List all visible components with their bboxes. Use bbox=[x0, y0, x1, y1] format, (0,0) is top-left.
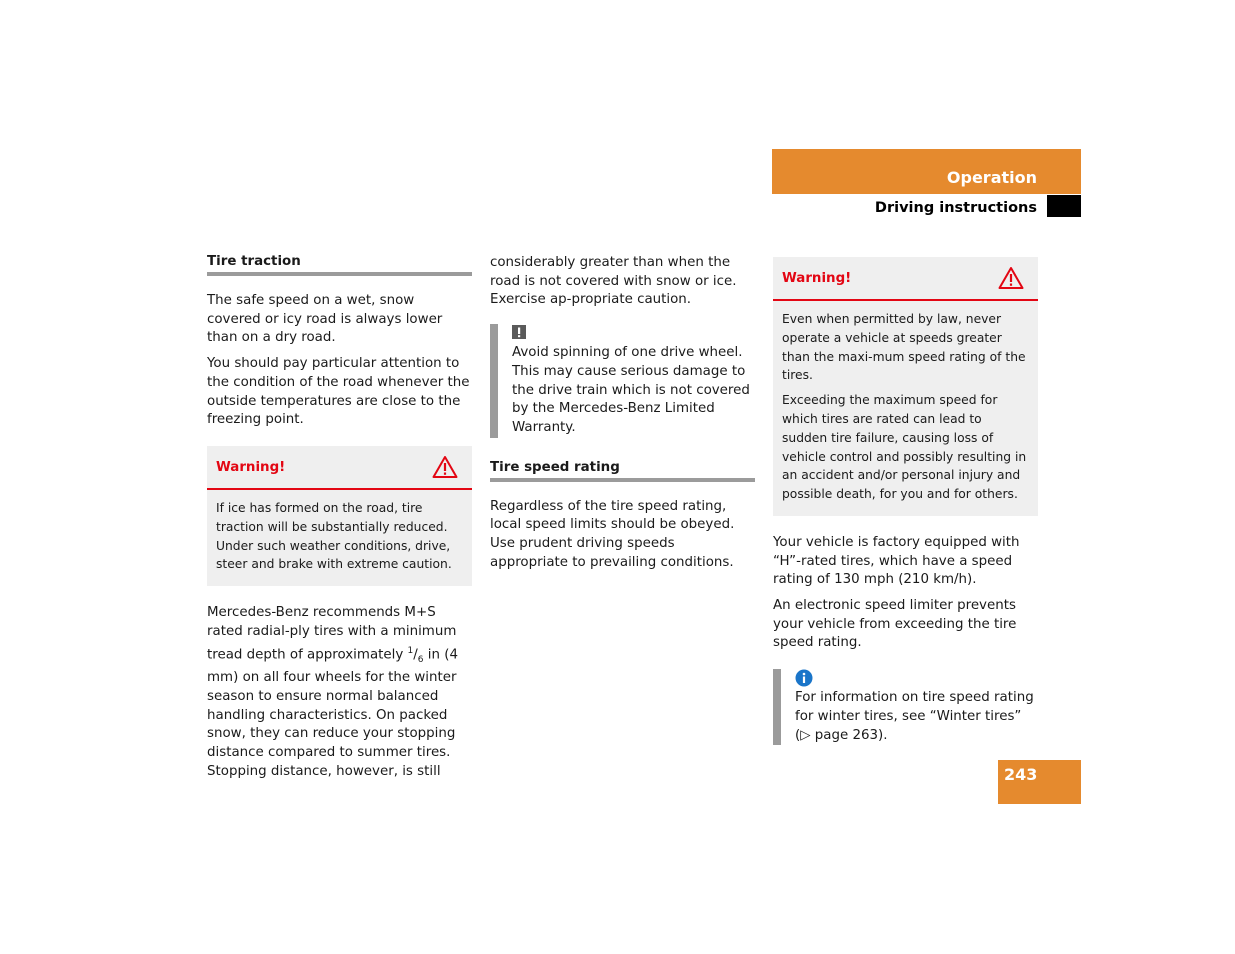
paragraph-tread-depth bbox=[207, 604, 472, 781]
column-1 bbox=[207, 254, 472, 789]
warning-body bbox=[773, 301, 1038, 516]
section-header bbox=[772, 149, 1081, 194]
section-title: Operation bbox=[946, 168, 1037, 187]
text-segment: Mercedes-Benz recommends M+S rated radial-ply tires with a minimum tread depth of approximately bbox=[207, 605, 457, 662]
warning-text: Even when permitted by law, never operate a vehicle at speeds greater than the maxi-mum speed rating of the tires. bbox=[782, 312, 1026, 383]
subsection-header bbox=[772, 194, 1081, 224]
warning-box bbox=[207, 446, 472, 586]
warning-triangle-icon bbox=[998, 266, 1024, 290]
section-heading-tire-speed-rating: Tire speed rating bbox=[490, 460, 755, 482]
fraction-numerator: 1 bbox=[407, 645, 414, 656]
caution-note bbox=[490, 324, 755, 438]
section-heading-tire-traction: Tire traction bbox=[207, 254, 472, 276]
page-reference: (▷ page 263). bbox=[795, 727, 888, 743]
column-3 bbox=[773, 257, 1038, 745]
thumb-tab-marker bbox=[1047, 195, 1081, 217]
info-note bbox=[773, 669, 1038, 745]
paragraph: The safe speed on a wet, snow covered or icy road is always lower than on a dry road. bbox=[207, 293, 443, 346]
fraction-slash: / bbox=[413, 646, 418, 662]
text-segment: in (4 mm) on all four wheels for the winter season to ensure normal balanced handling characteristics. On packed snow, they can reduce your stopping distance compared to summer tires. Stopping distance, however, is still bbox=[207, 646, 458, 779]
warning-text: If ice has formed on the road, tire traction will be substantially reduced. Under such weather conditions, drive, steer and brake with extreme caution. bbox=[216, 500, 452, 572]
paragraph: considerably greater than when the road is not covered with snow or ice. Exercise ap-propriate caution. bbox=[490, 255, 737, 308]
fraction-denominator: 6 bbox=[417, 654, 424, 665]
caution-exclamation-icon bbox=[512, 324, 526, 340]
warning-header bbox=[207, 446, 472, 490]
warning-header bbox=[773, 257, 1038, 301]
warning-box bbox=[773, 257, 1038, 516]
subsection-title: Driving instructions bbox=[874, 200, 1037, 216]
warning-label: Warning! bbox=[216, 459, 286, 475]
page-number bbox=[998, 760, 1081, 804]
paragraph: Regardless of the tire speed rating, local speed limits should be obeyed. Use prudent driving speeds appropriate to prevailing conditions. bbox=[490, 498, 735, 570]
paragraph: You should pay particular attention to the condition of the road whenever the outside temperatures are close to the freezing point. bbox=[207, 356, 470, 428]
info-icon bbox=[795, 669, 813, 687]
info-text: For information on tire speed rating for winter tires, see “Winter tires” bbox=[795, 690, 1034, 724]
warning-text: Exceeding the maximum speed for which tires are rated can lead to sudden tire failure, causing loss of vehicle control and possibly resulting in an accident and/or personal injury and possible death, for you and for others. bbox=[782, 393, 1027, 502]
page-number-text: 243 bbox=[1004, 765, 1038, 784]
column-2 bbox=[490, 254, 755, 579]
caution-text: Avoid spinning of one drive wheel. This may cause serious damage to the drive train which is not covered by the Mercedes-Benz Limited Warranty. bbox=[512, 345, 750, 435]
paragraph: Your vehicle is factory equipped with “H”-rated tires, which have a speed rating of 130 mph (210 km/h). bbox=[773, 534, 1020, 588]
paragraph: An electronic speed limiter prevents your vehicle from exceeding the tire speed rating. bbox=[773, 598, 1017, 651]
warning-triangle-icon bbox=[432, 455, 458, 479]
warning-label: Warning! bbox=[782, 271, 852, 286]
warning-body bbox=[207, 490, 472, 586]
